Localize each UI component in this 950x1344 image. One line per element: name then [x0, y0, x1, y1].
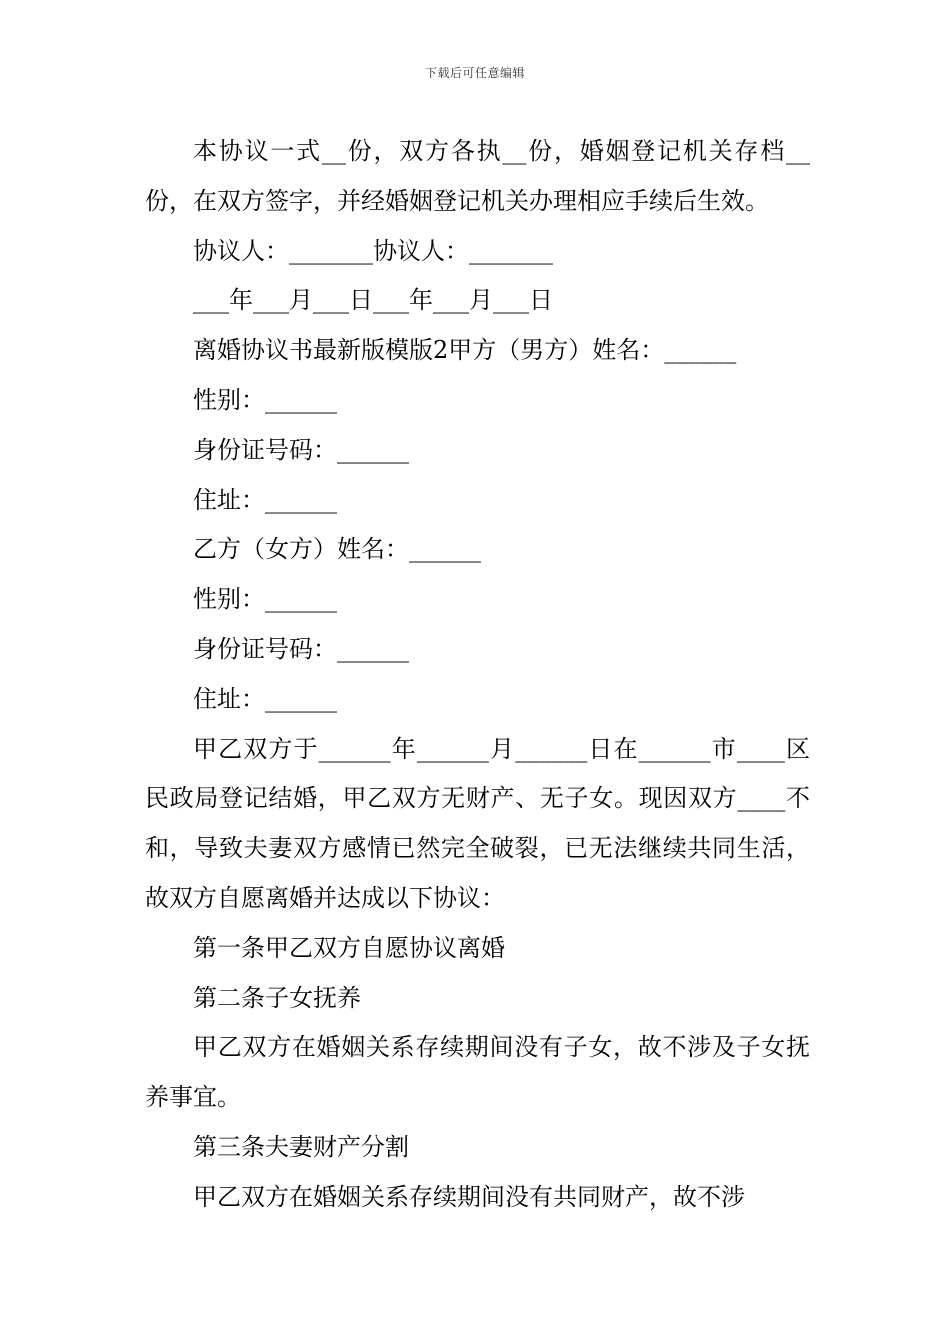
paragraph-party-b-name: 乙方（女方）姓名：______ — [193, 535, 481, 564]
paragraph-signature-dates: ___年___月___日___年___月___日 — [193, 286, 553, 315]
paragraph-party-a-id-number: 身份证号码：______ — [193, 435, 409, 464]
paragraph-party-b-gender: 性别：______ — [193, 585, 337, 614]
paragraph-article-3-heading: 第三条夫妻财产分割 — [193, 1132, 409, 1161]
paragraph-party-a-address: 住址：______ — [193, 485, 337, 514]
paragraph-party-b-id-number: 身份证号码：______ — [193, 634, 409, 663]
paragraph-article-3-body: 甲乙双方在婚姻关系存续期间没有共同财产，故不涉 — [193, 1182, 745, 1211]
paragraph-copies-clause: 本协议一式__份，双方各执__份，婚姻登记机关存档__份，在双方签字，并经婚姻登记机关办理相应手续后生效。 — [145, 137, 810, 215]
paragraph-party-b-address: 住址：______ — [193, 684, 337, 713]
paragraph-party-a-gender: 性别：______ — [193, 385, 337, 414]
paragraph-article-1-heading: 第一条甲乙双方自愿协议离婚 — [193, 933, 505, 962]
page-header-note: 下载后可任意编辑 — [424, 66, 525, 80]
paragraph-article-2-heading: 第二条子女抚养 — [193, 983, 361, 1012]
document-body — [145, 127, 810, 1223]
paragraph-marriage-registration: 甲乙双方于______年______月______日在______市____区民政局登记结婚，甲乙双方无财产、无子女。现因双方____不和，导致夫妻双方感情已然完全破裂，已无法继续共同生活，故双方自愿离婚并达成以下协议： — [145, 734, 810, 912]
paragraph-template-title-party-a-name: 离婚协议书最新版模版2甲方（男方）姓名：______ — [193, 336, 737, 365]
paragraph-article-2-body: 甲乙双方在婚姻关系存续期间没有子女，故不涉及子女抚养事宜。 — [145, 1033, 810, 1112]
paragraph-signatories: 协议人：_______协议人：_______ — [193, 236, 553, 265]
